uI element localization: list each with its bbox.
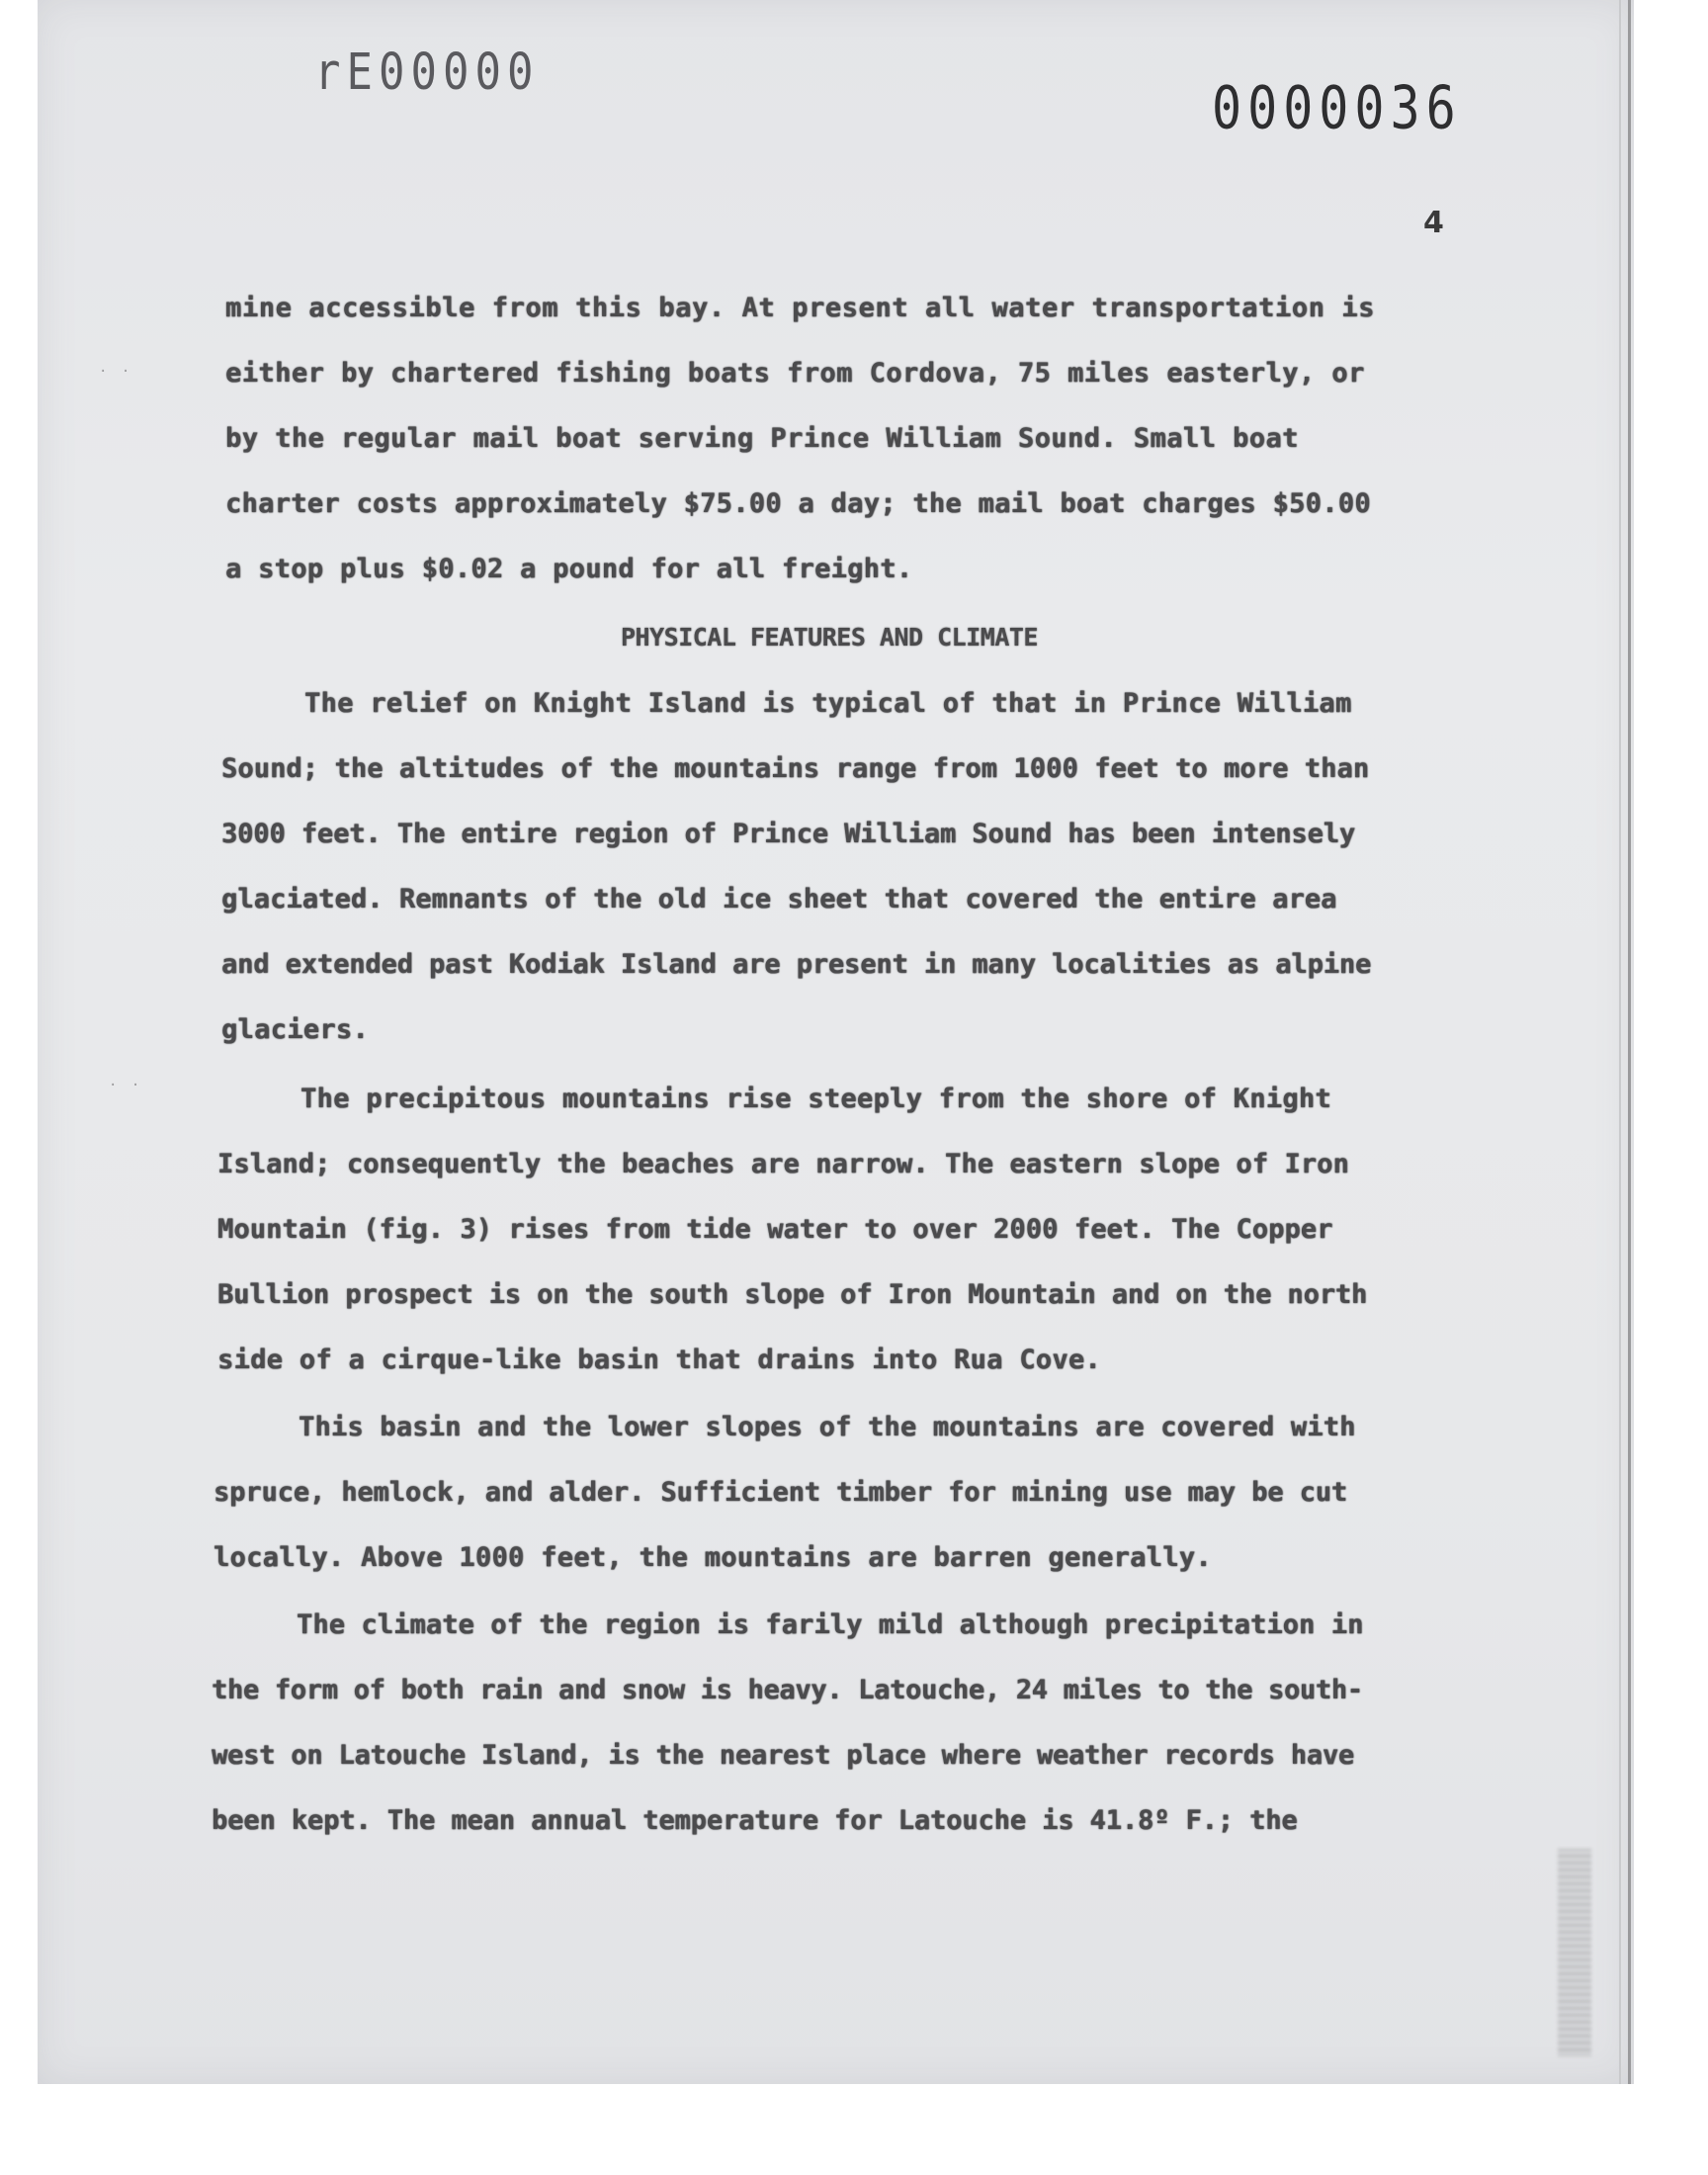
text-line: glaciated. Remnants of the old ice sheet that covered the entire area [221,884,1337,914]
text-line: glaciers. [221,1014,369,1045]
page-edge [1628,0,1631,2084]
text-line: and extended past Kodiak Island are present in many localities as alpine [221,949,1372,980]
text-line: Mountain (fig. 3) rises from tide water to over 2000 feet. The Copper [217,1214,1333,1245]
section-heading: PHYSICAL FEATURES AND CLIMATE [621,623,1038,652]
text-line: been kept. The mean annual temperature for Latouche is 41.8º F.; the [212,1805,1298,1836]
text-line: Bullion prospect is on the south slope of Iron Mountain and on the north [217,1279,1368,1310]
page-number: 4 [1423,206,1444,240]
text-line: The relief on Knight Island is typical of that in Prince William [304,688,1352,719]
text-line: Island; consequently the beaches are narrow. The eastern slope of Iron [217,1149,1349,1179]
text-line: mine accessible from this bay. At present all water transportation is [225,293,1376,323]
text-line: a stop plus $0.02 a pound for all freight. [225,554,913,584]
text-line: spruce, hemlock, and alder. Sufficient timber for mining use may be cut [214,1477,1348,1508]
scan-smudge [1558,1849,1591,2056]
text-line: west on Latouche Island, is the nearest place where weather records have [212,1740,1354,1771]
text-line: side of a cirque-like basin that drains into Rua Cove. [217,1345,1101,1375]
margin-specks: · · [109,1078,143,1093]
text-line: the form of both rain and snow is heavy. Latouche, 24 miles to the south- [212,1675,1363,1705]
margin-specks: · · [99,364,133,380]
text-line: The climate of the region is farily mild although precipitation in [297,1610,1364,1640]
text-line: 3000 feet. The entire region of Prince William Sound has been intensely [221,819,1356,849]
text-line: either by chartered fishing boats from Cordova, 75 miles easterly, or [225,358,1365,389]
text-line: The precipitous mountains rise steeply from the shore of Knight [300,1084,1331,1114]
text-line: locally. Above 1000 feet, the mountains are barren generally. [214,1542,1212,1573]
page-edge-shadow [1619,0,1621,2084]
text-line: This basin and the lower slopes of the mountains are covered with [299,1412,1356,1442]
text-line: charter costs approximately $75.00 a day; the mail boat charges $50.00 [225,488,1371,519]
stamp-top-left: rE00000 [314,44,540,102]
text-line: by the regular mail boat serving Prince William Sound. Small boat [225,423,1299,454]
text-line: Sound; the altitudes of the mountains range from 1000 feet to more than [221,753,1370,784]
stamp-top-right: 0000036 [1212,73,1462,142]
